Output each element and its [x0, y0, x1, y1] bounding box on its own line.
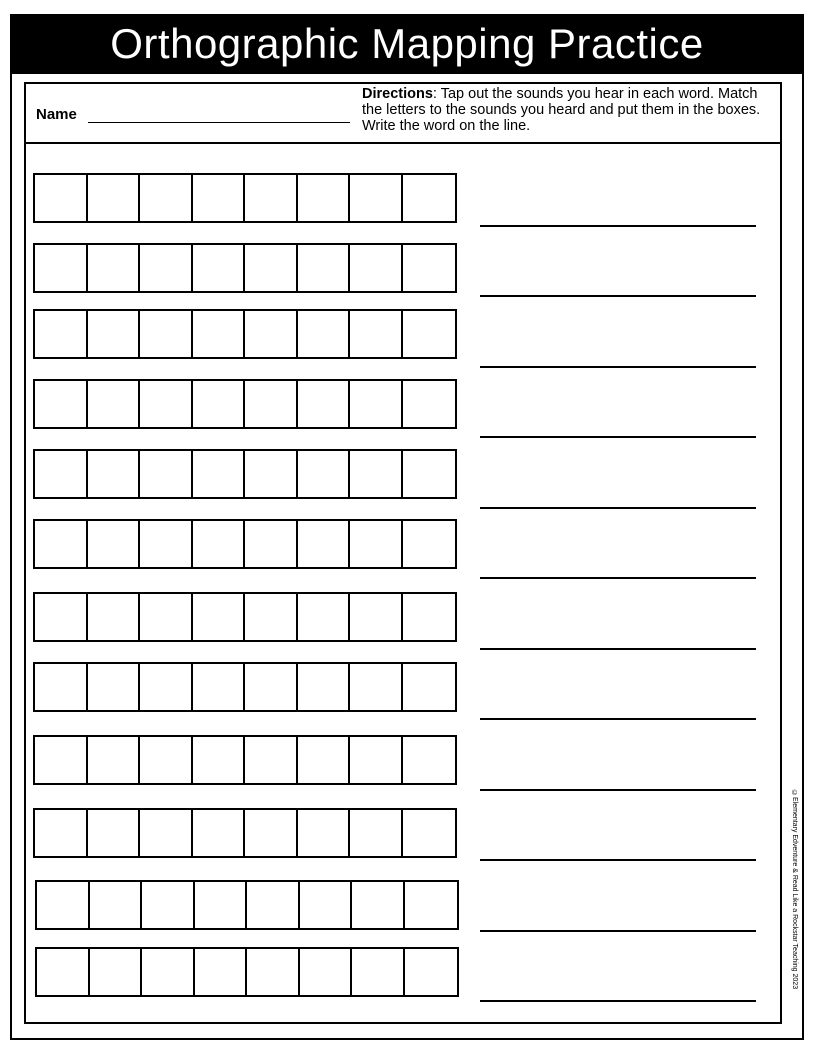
sound-box[interactable]: [403, 311, 456, 357]
sound-box[interactable]: [37, 949, 90, 995]
directions-text: : Tap out the sounds you hear in each word. Match the letters to the sounds you heard and put them in the boxes. Write the word on the line.: [362, 86, 761, 134]
sound-box[interactable]: [140, 521, 193, 567]
sound-box[interactable]: [245, 810, 298, 856]
sound-box[interactable]: [35, 521, 88, 567]
word-answer-line[interactable]: [480, 436, 756, 438]
sound-box[interactable]: [245, 451, 298, 497]
word-answer-line[interactable]: [480, 577, 756, 579]
word-answer-line[interactable]: [480, 225, 756, 227]
sound-box[interactable]: [193, 381, 246, 427]
title-bar: [10, 14, 804, 74]
sound-box[interactable]: [245, 311, 298, 357]
sound-box[interactable]: [405, 949, 458, 995]
word-answer-line[interactable]: [480, 1000, 756, 1002]
sound-box[interactable]: [245, 737, 298, 783]
word-answer-line[interactable]: [480, 295, 756, 297]
sound-box[interactable]: [35, 175, 88, 221]
sound-box[interactable]: [245, 381, 298, 427]
sound-box[interactable]: [140, 381, 193, 427]
sound-box[interactable]: [140, 810, 193, 856]
sound-box[interactable]: [245, 594, 298, 640]
sound-box[interactable]: [88, 737, 141, 783]
sound-box[interactable]: [140, 737, 193, 783]
sound-boxes: [33, 592, 457, 642]
sound-box[interactable]: [140, 451, 193, 497]
sound-box[interactable]: [193, 810, 246, 856]
sound-box[interactable]: [88, 810, 141, 856]
sound-boxes: [33, 309, 457, 359]
sound-box[interactable]: [35, 664, 88, 710]
mapping-row: [33, 449, 457, 499]
sound-box[interactable]: [298, 451, 351, 497]
mapping-row: [33, 243, 457, 293]
sound-box[interactable]: [195, 882, 248, 928]
copyright-notice: ©Elementary Edventure & Read Like a Rockstar Teaching 2023: [791, 790, 798, 990]
sound-box[interactable]: [140, 664, 193, 710]
mapping-row: [33, 519, 457, 569]
sound-box[interactable]: [350, 175, 403, 221]
sound-box[interactable]: [245, 664, 298, 710]
sound-box[interactable]: [352, 882, 405, 928]
sound-box[interactable]: [245, 175, 298, 221]
sound-box[interactable]: [193, 245, 246, 291]
sound-box[interactable]: [403, 737, 456, 783]
sound-box[interactable]: [88, 381, 141, 427]
sound-box[interactable]: [90, 882, 143, 928]
sound-box[interactable]: [35, 245, 88, 291]
word-answer-line[interactable]: [480, 859, 756, 861]
sound-box[interactable]: [350, 810, 403, 856]
sound-box[interactable]: [245, 245, 298, 291]
word-answer-line[interactable]: [480, 648, 756, 650]
mapping-row: [35, 947, 459, 997]
sound-box[interactable]: [405, 882, 458, 928]
sound-box[interactable]: [350, 451, 403, 497]
sound-boxes: [35, 880, 459, 930]
sound-box[interactable]: [35, 810, 88, 856]
name-label: Name: [36, 106, 77, 123]
mapping-row: [33, 808, 457, 858]
sound-box[interactable]: [88, 664, 141, 710]
sound-boxes: [33, 173, 457, 223]
sound-box[interactable]: [140, 311, 193, 357]
sound-box[interactable]: [195, 949, 248, 995]
sound-box[interactable]: [35, 451, 88, 497]
sound-boxes: [33, 735, 457, 785]
sound-box[interactable]: [300, 949, 353, 995]
sound-box[interactable]: [193, 594, 246, 640]
sound-box[interactable]: [35, 381, 88, 427]
sound-box[interactable]: [298, 737, 351, 783]
word-answer-line[interactable]: [480, 507, 756, 509]
sound-box[interactable]: [35, 737, 88, 783]
sound-box[interactable]: [300, 882, 353, 928]
sound-box[interactable]: [140, 245, 193, 291]
sound-box[interactable]: [88, 521, 141, 567]
directions-label: Directions: [362, 86, 433, 102]
mapping-row: [33, 735, 457, 785]
sound-box[interactable]: [298, 521, 351, 567]
sound-box[interactable]: [403, 175, 456, 221]
sound-box[interactable]: [193, 451, 246, 497]
sound-box[interactable]: [37, 882, 90, 928]
word-answer-line[interactable]: [480, 718, 756, 720]
name-field[interactable]: [88, 122, 350, 123]
mapping-row: [35, 880, 459, 930]
sound-box[interactable]: [298, 245, 351, 291]
sound-box[interactable]: [403, 664, 456, 710]
sound-box[interactable]: [142, 949, 195, 995]
directions: [362, 86, 780, 134]
sound-box[interactable]: [35, 594, 88, 640]
sound-box[interactable]: [403, 594, 456, 640]
sound-box[interactable]: [298, 810, 351, 856]
sound-box[interactable]: [350, 245, 403, 291]
sound-box[interactable]: [403, 810, 456, 856]
sound-box[interactable]: [245, 521, 298, 567]
sound-box[interactable]: [350, 311, 403, 357]
sound-box[interactable]: [193, 311, 246, 357]
sound-box[interactable]: [350, 594, 403, 640]
sound-box[interactable]: [88, 175, 141, 221]
sound-box[interactable]: [193, 664, 246, 710]
word-answer-line[interactable]: [480, 930, 756, 932]
sound-box[interactable]: [298, 175, 351, 221]
sound-box[interactable]: [350, 381, 403, 427]
sound-box[interactable]: [193, 737, 246, 783]
sound-box[interactable]: [35, 311, 88, 357]
word-answer-line[interactable]: [480, 789, 756, 791]
sound-boxes: [33, 519, 457, 569]
sound-box[interactable]: [350, 737, 403, 783]
sound-box[interactable]: [193, 175, 246, 221]
sound-box[interactable]: [88, 245, 141, 291]
sound-box[interactable]: [88, 594, 141, 640]
sound-box[interactable]: [298, 311, 351, 357]
sound-box[interactable]: [88, 311, 141, 357]
sound-box[interactable]: [352, 949, 405, 995]
sound-box[interactable]: [298, 664, 351, 710]
sound-box[interactable]: [298, 594, 351, 640]
sound-boxes: [33, 662, 457, 712]
sound-box[interactable]: [403, 381, 456, 427]
sound-box[interactable]: [298, 381, 351, 427]
page-title: Orthographic Mapping Practice: [110, 20, 704, 67]
word-answer-line[interactable]: [480, 366, 756, 368]
mapping-row: [33, 662, 457, 712]
sound-box[interactable]: [88, 451, 141, 497]
mapping-row: [33, 592, 457, 642]
sound-box[interactable]: [403, 521, 456, 567]
sound-box[interactable]: [350, 521, 403, 567]
sound-boxes: [33, 449, 457, 499]
mapping-row: [33, 379, 457, 429]
sound-boxes: [35, 947, 459, 997]
sound-boxes: [33, 243, 457, 293]
sound-box[interactable]: [142, 882, 195, 928]
sound-box[interactable]: [193, 521, 246, 567]
sound-box[interactable]: [403, 451, 456, 497]
sound-box[interactable]: [247, 882, 300, 928]
sound-box[interactable]: [140, 594, 193, 640]
sound-boxes: [33, 808, 457, 858]
worksheet-header: [24, 82, 782, 144]
mapping-row: [33, 173, 457, 223]
sound-box[interactable]: [350, 664, 403, 710]
mapping-row: [33, 309, 457, 359]
sound-box[interactable]: [90, 949, 143, 995]
sound-box[interactable]: [247, 949, 300, 995]
sound-box[interactable]: [403, 245, 456, 291]
sound-boxes: [33, 379, 457, 429]
sound-box[interactable]: [140, 175, 193, 221]
